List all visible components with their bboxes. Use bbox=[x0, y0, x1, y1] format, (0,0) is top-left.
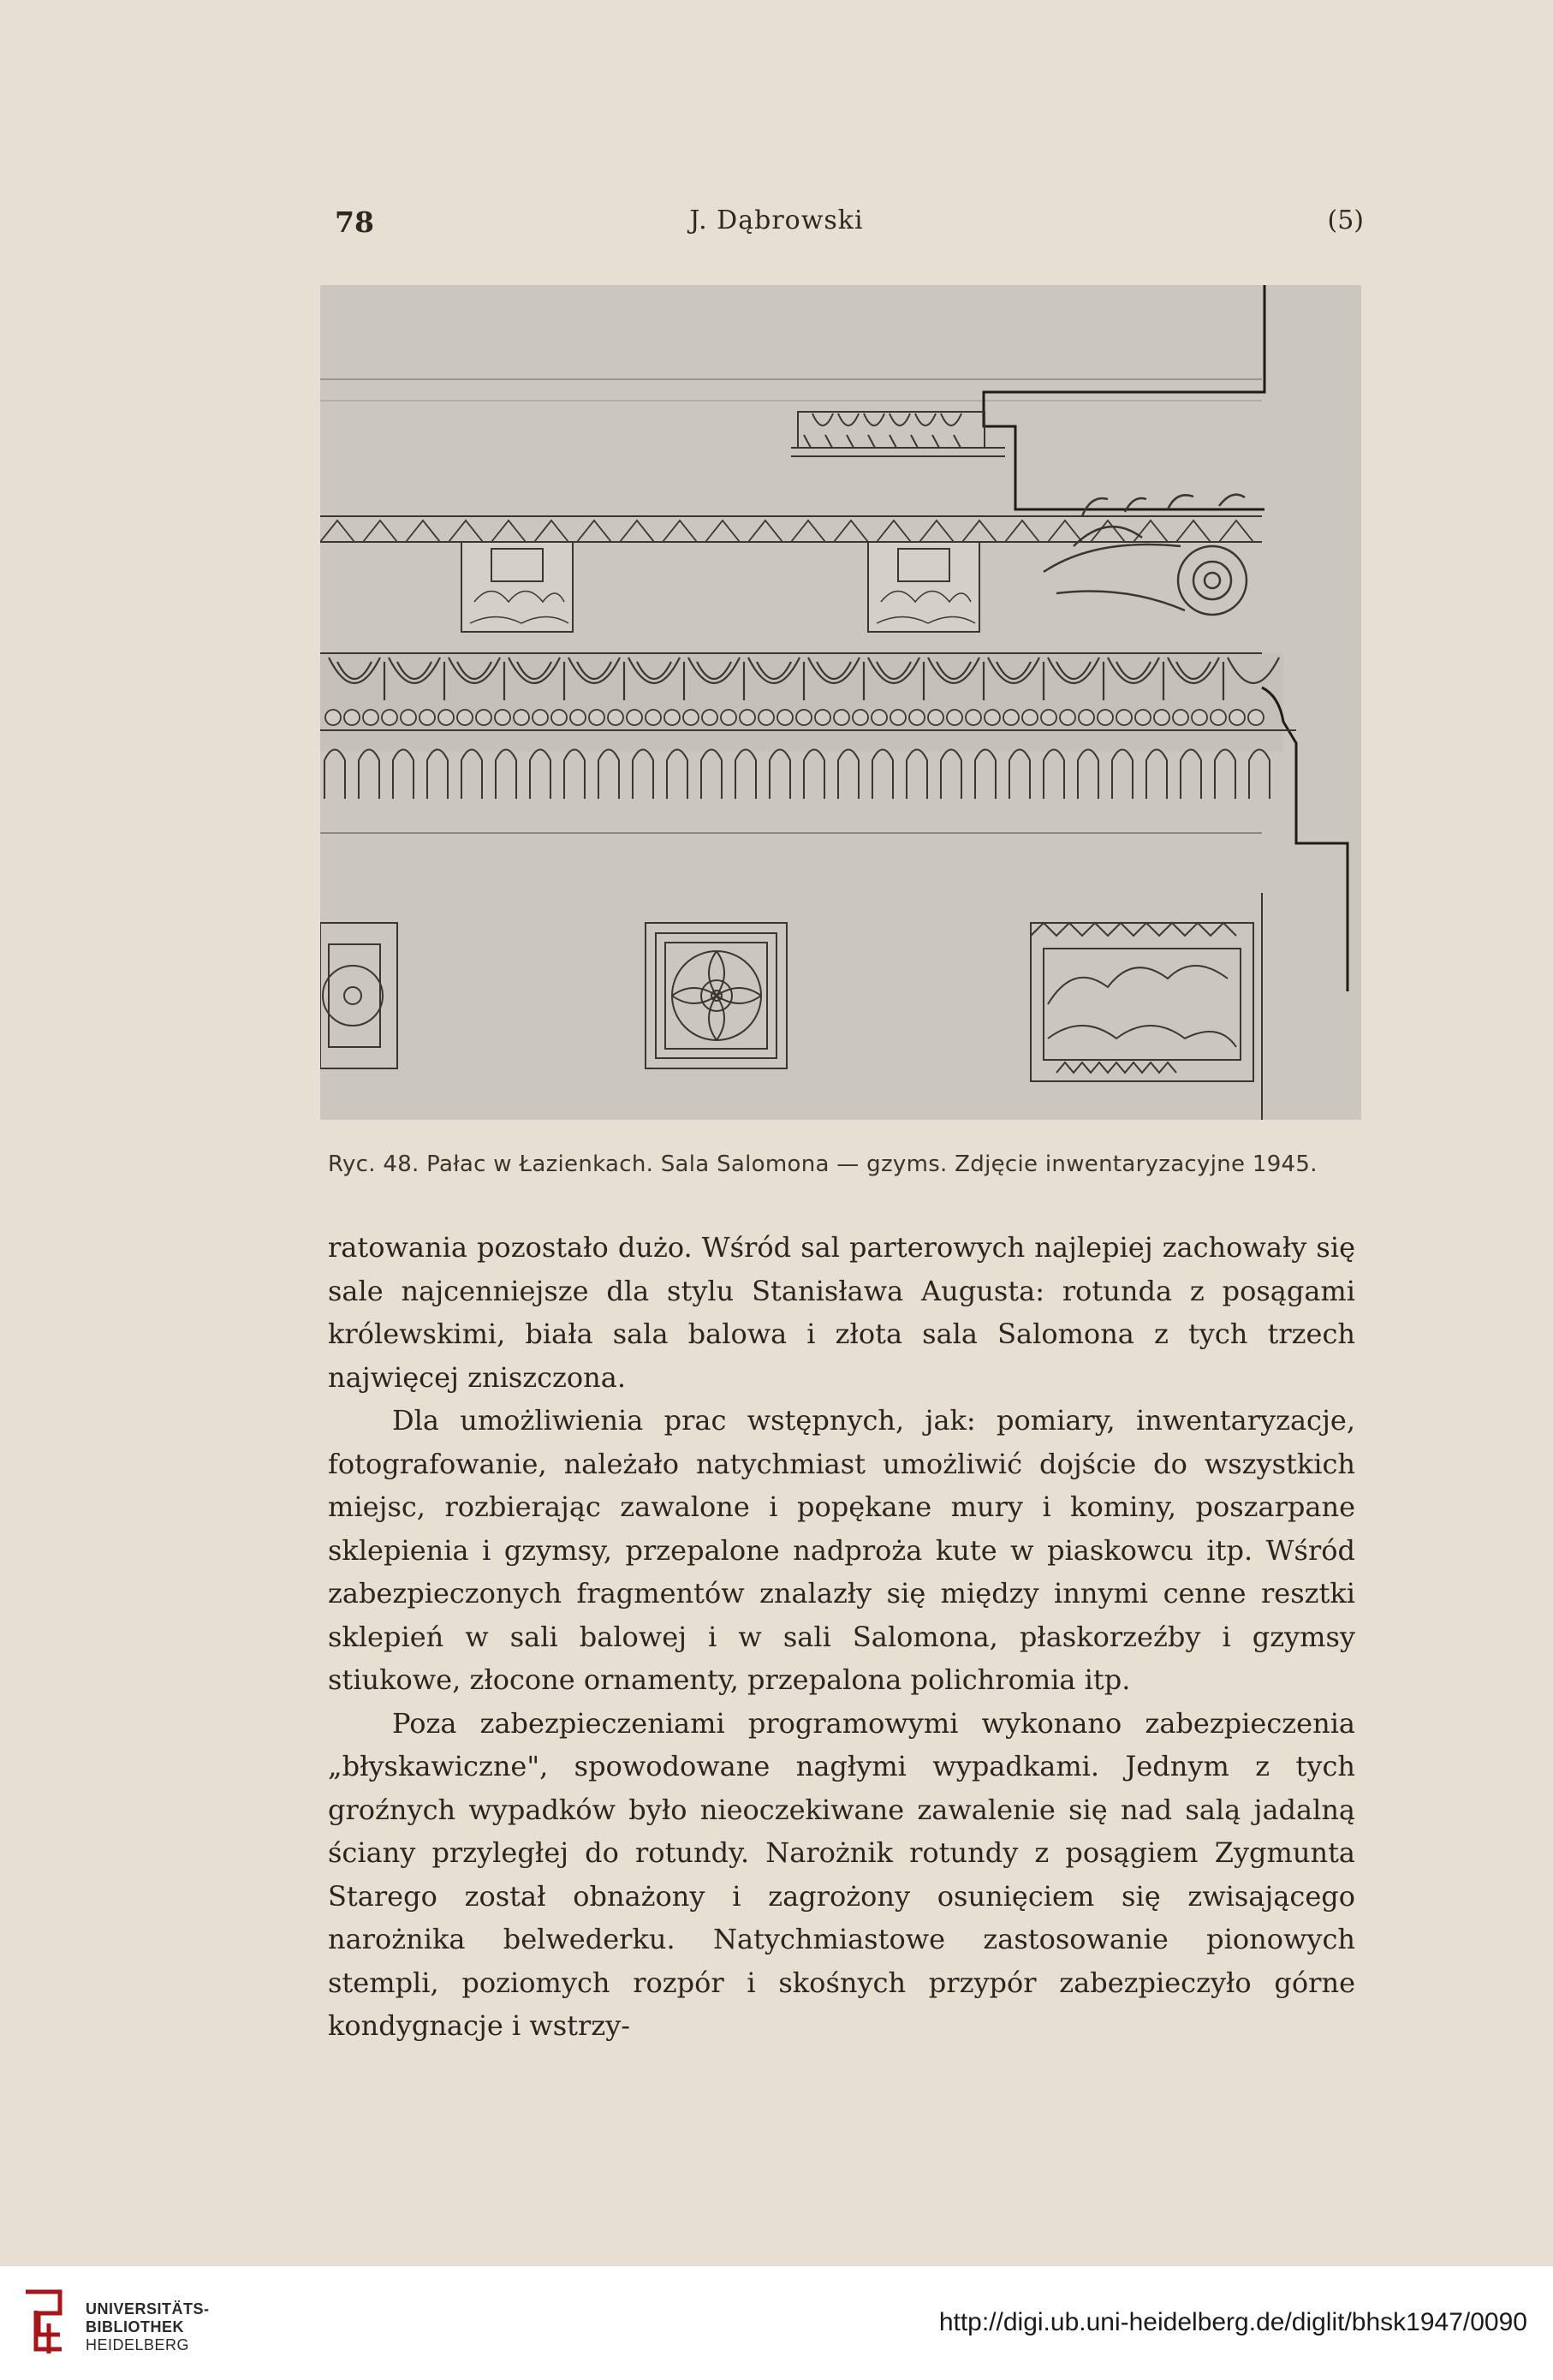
logo-line-3: HEIDELBERG bbox=[86, 2336, 190, 2353]
cornice-drawing-figure bbox=[320, 285, 1361, 1120]
section-number: (5) bbox=[1327, 205, 1364, 235]
paragraph-1: ratowania pozostało dużo. Wśród sal parterowych najlepiej zachowały się sale najcenniejsze dla stylu Stanisława Augusta: rotunda z posągami królewskimi, biała sala balowa i złota sala Salomona z tych trzech najwięcej zniszczona. bbox=[328, 1231, 1355, 1394]
viewer-footer bbox=[0, 2265, 1553, 2380]
running-head-author: J. Dąbrowski bbox=[689, 205, 864, 235]
paragraph-3: Poza zabezpieczeniami programowymi wykonano zabezpieczenia „błyskawiczne", spowodowane nagłymi wypadkami. Jednym z tych groźnych wypadków było nieoczekiwane zawalenie się nad salą jadalną ściany przyległej do rotundy. Narożnik rotundy z posągiem Zygmunta Starego został obnażony i zagrożony osunięciem się zwisającego narożnika belwederku. Natychmiastowe zastosowanie pionowych stempli, poziomych rozpór i skośnych przypór zabezpieczyło górne kondygnacje i wstrzy- bbox=[328, 1706, 1355, 2042]
logo-line-2: BIBLIOTHEK bbox=[86, 2318, 184, 2335]
cornice-drawing bbox=[320, 285, 1361, 1120]
library-logo-icon[interactable] bbox=[19, 2285, 72, 2360]
logo-line-1: UNIVERSITÄTS- bbox=[86, 2300, 210, 2318]
permalink-url[interactable]: http://digi.ub.uni-heidelberg.de/diglit/bhsk1947/0090 bbox=[938, 2308, 1527, 2336]
figure-caption: Ryc. 48. Pałac w Łazienkach. Sala Salomona — gzyms. Zdjęcie inwentaryzacyjne 1945. bbox=[328, 1151, 1318, 1177]
page-number: 78 bbox=[335, 205, 374, 239]
paragraph-2: Dla umożliwienia prac wstępnych, jak: pomiary, inwentaryzacje, fotografowanie, należało natychmiast umożliwić dojście do wszystkich miejsc, rozbierając zawalone i popękane mury i kominy, poszarpane sklepienia i gzymsy, przepalone nadproża kute w piaskowcu itp. Wśród zabezpieczonych fragmentów znalazły się między innymi cenne resztki sklepień w sali balowej i w sali Salomona, płaskorzeźby i gzymsy stiukowe, złocone ornamenty, przepalona polichromia itp. bbox=[328, 1404, 1355, 1696]
body-text bbox=[328, 1226, 1355, 2048]
library-logo-text[interactable] bbox=[86, 2300, 210, 2354]
